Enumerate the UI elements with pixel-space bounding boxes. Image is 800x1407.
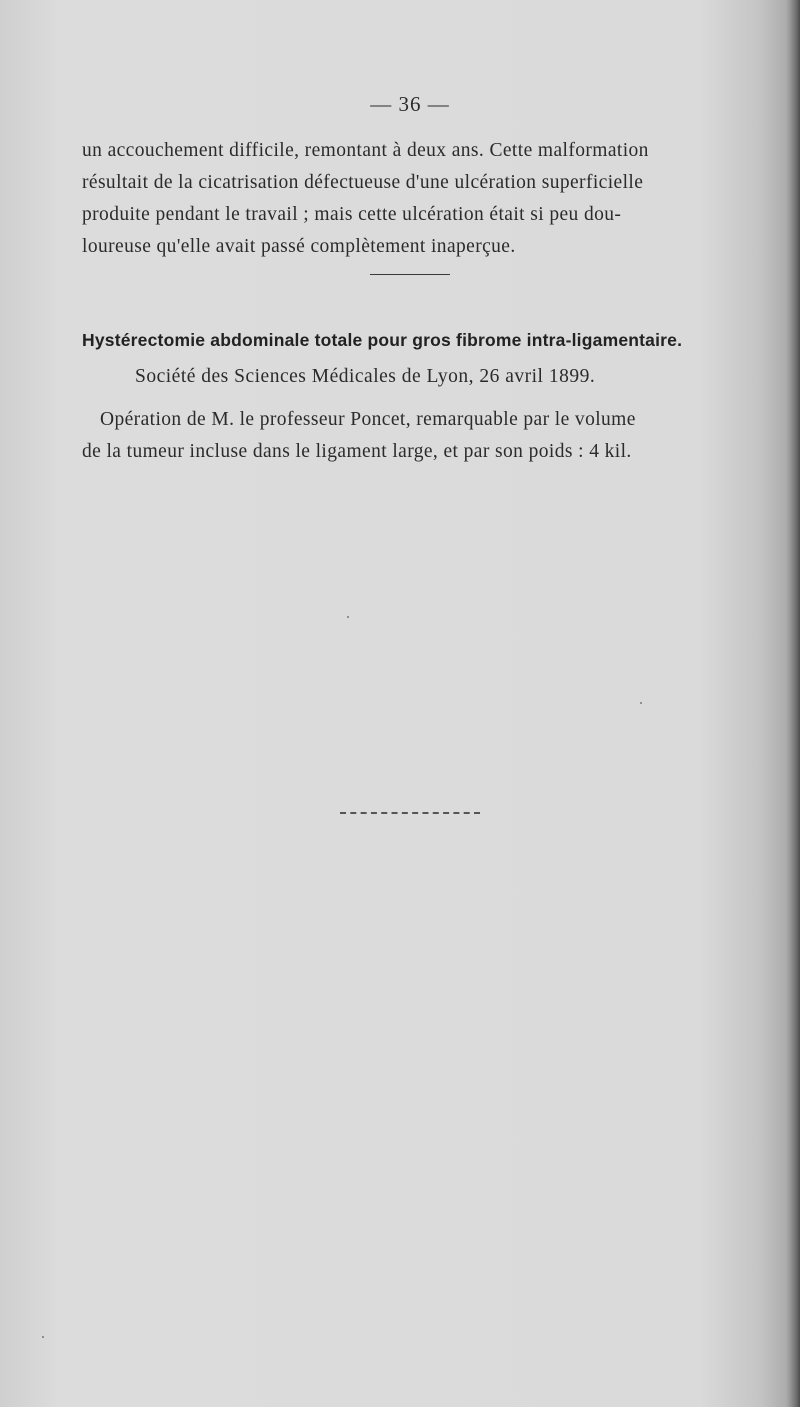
text-line: un accouchement difficile, remontant à deux ans. Cette malformation	[82, 140, 649, 161]
text-line: résultait de la cicatrisation défectueuse d'une ulcération superficielle	[82, 172, 644, 193]
text-line: Opération de M. le professeur Poncet, remarquable par le volume	[100, 409, 636, 430]
paper-speck	[347, 616, 349, 618]
section-heading: Hystérectomie abdominale totale pour gros fibrome intra-ligamentaire.	[82, 330, 683, 350]
text-line: de la tumeur incluse dans le ligament large, et par son poids : 4 kil.	[82, 441, 632, 462]
end-of-text-mark	[340, 812, 480, 816]
page-number: — 36 —	[370, 92, 450, 116]
page-binding-shadow	[786, 0, 800, 1407]
paragraph-operation	[82, 404, 636, 468]
paragraph-continuation	[82, 135, 649, 263]
paper-speck	[42, 1336, 44, 1338]
paper-speck	[640, 702, 642, 704]
section-source: Société des Sciences Médicales de Lyon, 26 avril 1899.	[135, 366, 596, 387]
section-divider	[370, 274, 450, 275]
text-line: produite pendant le travail ; mais cette ulcération était si peu dou-	[82, 204, 622, 225]
text-line: loureuse qu'elle avait passé complètement inaperçue.	[82, 236, 516, 257]
